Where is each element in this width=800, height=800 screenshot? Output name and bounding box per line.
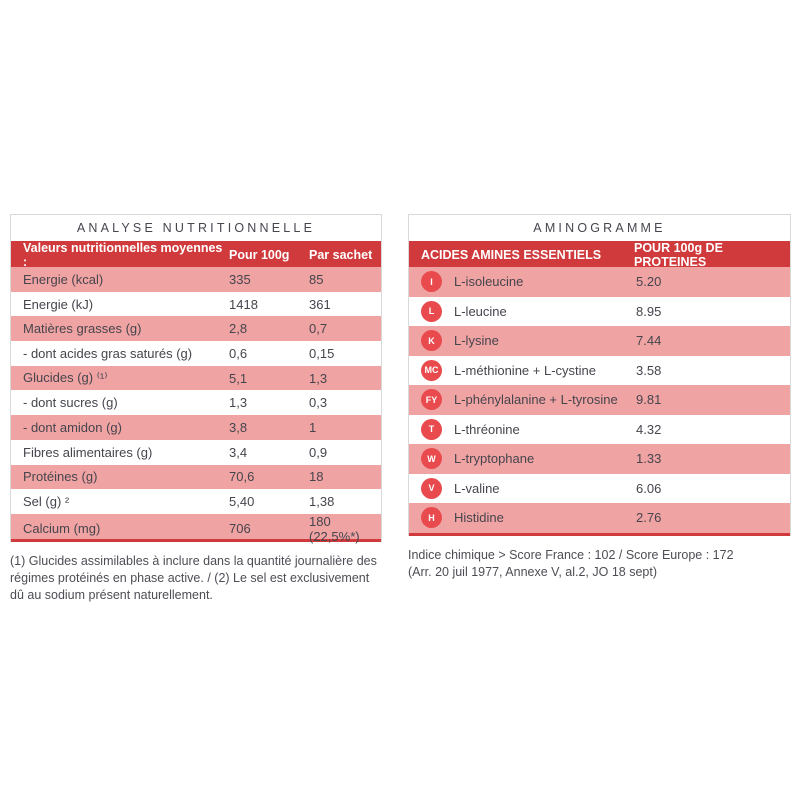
row-label: Energie (kcal) <box>23 271 104 287</box>
row-sachet: 1,3 <box>309 370 328 386</box>
row-value: 7.44 <box>636 333 662 349</box>
table-row <box>11 415 381 440</box>
header-label: Valeurs nutritionnelles moyennes : <box>23 241 223 269</box>
row-label: Matières grasses (g) <box>23 321 142 337</box>
row-label: L-tryptophane <box>454 451 535 467</box>
amino-badge: FY <box>421 389 442 410</box>
row-value: 4.32 <box>636 421 662 437</box>
row-value: 3.58 <box>636 362 662 378</box>
row-per100: 70,6 <box>229 469 255 485</box>
table-row <box>409 326 790 356</box>
row-label: L-méthionine + L-cystine <box>454 362 596 378</box>
row-label: - dont acides gras saturés (g) <box>23 345 193 361</box>
row-per100: 3,8 <box>229 419 248 435</box>
table-bottom-border <box>409 533 790 536</box>
row-per100: 1,3 <box>229 395 248 411</box>
amino-badge: MC <box>421 360 442 381</box>
header-amino-value: POUR 100g DE PROTEINES <box>634 241 723 269</box>
amino-badge: V <box>421 478 442 499</box>
row-label: L-isoleucine <box>454 274 524 290</box>
row-sachet: 1 <box>309 419 317 435</box>
row-label: Energie (kJ) <box>23 296 94 312</box>
table-row <box>409 415 790 445</box>
table-row <box>409 385 790 415</box>
table-row <box>409 474 790 504</box>
row-label: - dont amidon (g) <box>23 419 122 435</box>
row-sachet: 0,9 <box>309 444 328 460</box>
row-per100: 1418 <box>229 296 258 312</box>
aminogram-table <box>408 214 791 536</box>
row-value: 6.06 <box>636 480 662 496</box>
aminogram-footnote-line2: (Arr. 20 juil 1977, Annexe V, al.2, JO 18 sept) <box>408 564 657 579</box>
table-row <box>11 440 381 465</box>
row-label: L-lysine <box>454 333 499 349</box>
row-value: 8.95 <box>636 303 662 319</box>
nutrition-table-title: ANALYSE NUTRITIONNELLE <box>11 215 381 241</box>
row-label: L-thréonine <box>454 421 520 437</box>
nutrition-table-header <box>11 241 381 267</box>
row-value: 2.76 <box>636 510 662 526</box>
aminogram-footnote <box>408 547 791 582</box>
table-row <box>409 267 790 297</box>
table-row <box>11 292 381 317</box>
row-per100: 0,6 <box>229 345 248 361</box>
row-label: Histidine <box>454 510 504 526</box>
row-sachet: 0,3 <box>309 395 328 411</box>
table-row <box>11 390 381 415</box>
row-sachet: 85 <box>309 271 324 287</box>
row-value: 9.81 <box>636 392 662 408</box>
header-per100: Pour 100g <box>229 248 290 262</box>
header-amino-label: ACIDES AMINES ESSENTIELS <box>421 248 602 262</box>
row-per100: 335 <box>229 271 251 287</box>
aminogram-table-title: AMINOGRAMME <box>409 215 790 241</box>
table-row <box>11 489 381 514</box>
amino-badge: H <box>421 507 442 528</box>
amino-badge: L <box>421 301 442 322</box>
nutrition-table <box>10 214 382 542</box>
row-label: L-phénylalanine + L-tyrosine <box>454 392 618 408</box>
row-label: Calcium (mg) <box>23 521 101 537</box>
row-label: Protéines (g) <box>23 469 98 485</box>
table-row <box>409 503 790 533</box>
row-sachet: 1,38 <box>309 494 335 510</box>
amino-badge: K <box>421 330 442 351</box>
row-per100: 5,40 <box>229 494 255 510</box>
table-row <box>11 316 381 341</box>
table-row <box>409 297 790 327</box>
row-label: L-leucine <box>454 303 507 319</box>
aminogram-table-header <box>409 241 790 267</box>
row-sachet: 180 (22,5%*) <box>309 513 360 544</box>
nutrition-footnote: (1) Glucides assimilables à inclure dans la quantité journalière des régimes protéinés en phase active. / (2) Le sel est exclusivement dû au sodium présent naturellement. <box>10 553 377 603</box>
table-row <box>11 341 381 366</box>
row-label: Glucides (g) ⁽¹⁾ <box>23 370 108 386</box>
table-row <box>11 366 381 391</box>
row-sachet: 0,7 <box>309 321 328 337</box>
row-per100: 5,1 <box>229 370 248 386</box>
header-sachet: Par sachet <box>309 248 373 262</box>
table-row <box>11 513 381 544</box>
table-row <box>11 267 381 292</box>
amino-badge: W <box>421 448 442 469</box>
amino-badge: T <box>421 419 442 440</box>
aminogram-footnote-line1: Indice chimique > Score France : 102 / Score Europe : 172 <box>408 547 734 562</box>
row-value: 1.33 <box>636 451 662 467</box>
row-label: - dont sucres (g) <box>23 395 118 411</box>
row-per100: 2,8 <box>229 321 248 337</box>
row-per100: 3,4 <box>229 444 248 460</box>
row-sachet: 0,15 <box>309 345 335 361</box>
row-label: Sel (g) ² <box>23 494 70 510</box>
table-row <box>11 465 381 490</box>
row-sachet: 18 <box>309 469 324 485</box>
row-value: 5.20 <box>636 274 662 290</box>
nutrition-section <box>10 214 382 604</box>
row-sachet: 361 <box>309 296 331 312</box>
table-row <box>409 356 790 386</box>
row-label: Fibres alimentaires (g) <box>23 444 153 460</box>
aminogram-section <box>408 214 791 581</box>
row-per100: 706 <box>229 521 251 537</box>
row-label: L-valine <box>454 480 500 496</box>
amino-badge: I <box>421 271 442 292</box>
table-row <box>409 444 790 474</box>
